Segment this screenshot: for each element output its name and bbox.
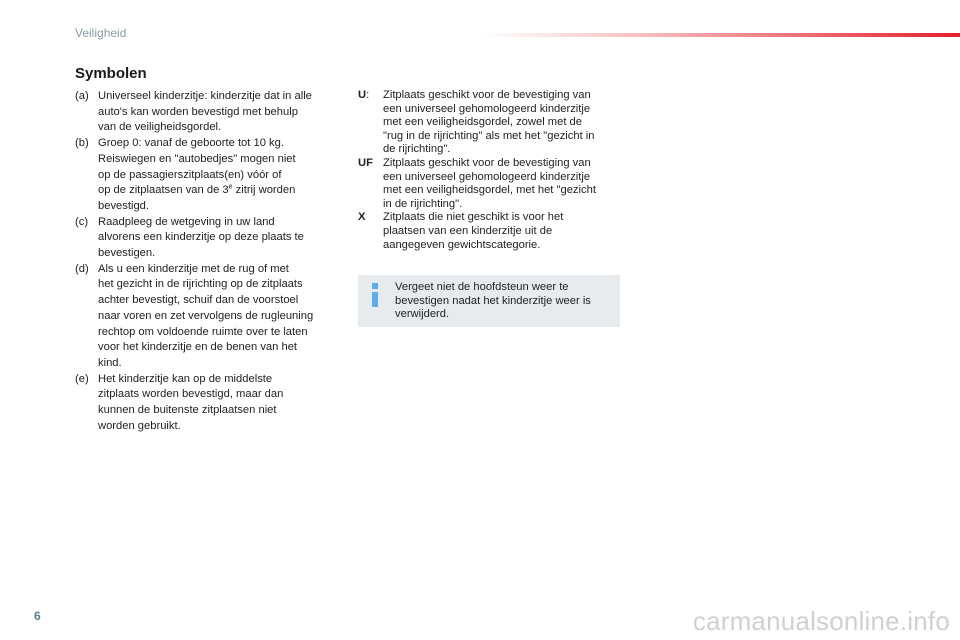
right-column bbox=[358, 89, 623, 252]
item-line: alvorens een kinderzitje op deze plaats te bbox=[98, 231, 304, 244]
list-item-e bbox=[75, 372, 350, 435]
legend-item-uf bbox=[358, 157, 623, 211]
legend-line: een universeel gehomologeerd kinderzitje bbox=[383, 102, 591, 115]
legend-line: Zitplaats die niet geschikt is voor het bbox=[383, 211, 564, 224]
item-line: worden gebruikt. bbox=[98, 419, 181, 432]
item-line-text: op de zitplaatsen van de 3 bbox=[98, 184, 229, 197]
item-line: zitplaats worden bevestigd, maar dan bbox=[98, 388, 284, 401]
item-line: Raadpleeg de wetgeving in uw land bbox=[98, 215, 275, 228]
item-line-text: zitrij worden bbox=[232, 184, 296, 197]
page-title: Symbolen bbox=[75, 65, 147, 82]
note-line: bevestigen nadat het kinderzitje weer is bbox=[395, 294, 591, 307]
item-line: Het kinderzitje kan op de middelste bbox=[98, 372, 273, 385]
legend-line: met een veiligheidsgordel, met het "gezicht bbox=[383, 184, 596, 197]
item-line: naar voren en zet vervolgens de rugleuning bbox=[98, 309, 314, 322]
legend-item-u bbox=[358, 89, 623, 157]
info-note bbox=[358, 275, 620, 327]
item-line: bevestigen. bbox=[98, 247, 156, 260]
header-accent-bar bbox=[480, 33, 960, 37]
item-line: auto's kan worden bevestigd met behulp bbox=[98, 105, 298, 118]
note-line: Vergeet niet de hoofdsteun weer te bbox=[395, 281, 569, 293]
legend-line: plaatsen van een kinderzitje uit de bbox=[383, 224, 553, 237]
item-line: van de veiligheidsgordel. bbox=[98, 121, 222, 134]
note-line: verwijderd. bbox=[395, 308, 450, 321]
item-label: (e) bbox=[75, 372, 89, 385]
item-line: Groep 0: vanaf de geboorte tot 10 kg. bbox=[98, 137, 284, 150]
item-line: rechtop om voldoende ruimte over te laten bbox=[98, 325, 308, 338]
item-line: Reiswiegen en "autobedjes" mogen niet bbox=[98, 152, 296, 165]
item-line: kind. bbox=[98, 356, 122, 369]
list-item-a bbox=[75, 89, 350, 136]
list-item-d bbox=[75, 262, 350, 372]
legend-line: een universeel gehomologeerd kinderzitje bbox=[383, 170, 591, 183]
legend-line: Zitplaats geschikt voor de bevestiging van bbox=[383, 156, 591, 169]
item-line: het gezicht in de rijrichting op de zitplaats bbox=[98, 278, 303, 291]
item-label: (c) bbox=[75, 215, 89, 228]
legend-line: "rug in de rijrichting" als met het "gezicht in bbox=[383, 129, 595, 142]
section-header: Veiligheid bbox=[75, 26, 127, 40]
legend-line: met een veiligheidsgordel, zowel met de bbox=[383, 116, 582, 129]
item-line: Als u een kinderzitje met de rug of met bbox=[98, 262, 289, 275]
legend-line: Zitplaats geschikt voor de bevestiging van bbox=[383, 89, 591, 101]
page-number: 6 bbox=[34, 609, 41, 623]
item-label: (b) bbox=[75, 137, 89, 150]
legend-line: de rijrichting". bbox=[383, 143, 451, 156]
legend-line: in de rijrichting". bbox=[383, 197, 463, 210]
legend-key: U bbox=[358, 89, 367, 101]
left-column bbox=[75, 89, 350, 434]
ordinal-superscript: e bbox=[228, 183, 233, 191]
item-line: bevestigd. bbox=[98, 199, 149, 212]
list-item-c bbox=[75, 215, 350, 262]
item-line: kunnen de buitenste zitplaatsen niet bbox=[98, 404, 277, 417]
legend-key-colon: : bbox=[366, 89, 370, 101]
item-line: achter bevestigt, schuif dan de voorstoel bbox=[98, 294, 299, 307]
watermark: carmanualsonline.info bbox=[692, 606, 950, 636]
legend-key: X bbox=[358, 211, 366, 224]
item-line bbox=[98, 183, 350, 199]
item-line: voor het kinderzitje en de benen van het bbox=[98, 341, 298, 354]
item-label: (d) bbox=[75, 262, 89, 275]
item-line: Universeel kinderzitje: kinderzitje dat in alle bbox=[98, 90, 312, 102]
item-line: op de passagierszitplaats(en) vóór of bbox=[98, 168, 282, 181]
legend-line: aangegeven gewichtscategorie. bbox=[383, 238, 541, 251]
legend-key: UF bbox=[358, 156, 373, 169]
info-icon bbox=[369, 283, 381, 307]
list-item-b bbox=[75, 136, 350, 215]
legend-item-x bbox=[358, 211, 623, 252]
item-label: (a) bbox=[75, 90, 89, 102]
